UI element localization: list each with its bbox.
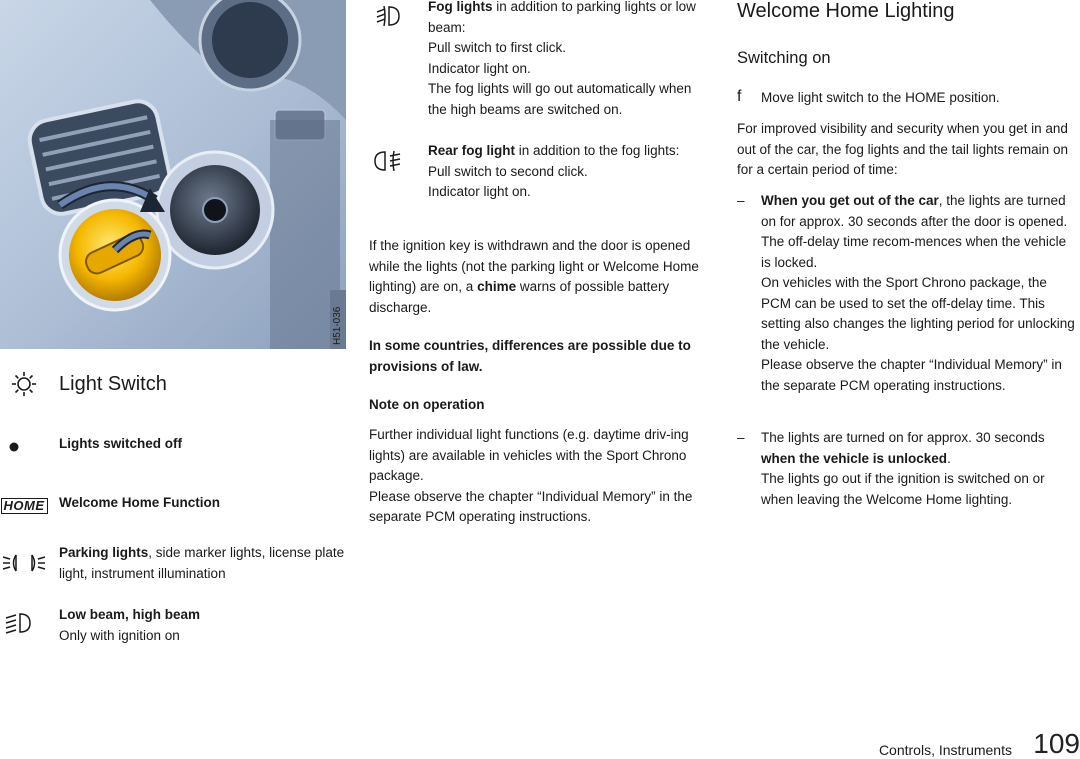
fog-lights-icon [368, 3, 408, 29]
low-beam-icon [0, 610, 42, 636]
bullet-get-out-text: When you get out of the car, the lights are turned on for approx. 30 seconds after the door is opened. The off-delay time recom-mences when the vehicle is locked. On vehicles with the Sport Chrono package, the PCM can be used to set the off-delay time. This setting also changes the lighting period for unlocking the vehicle. Please observe the chapter “Individual Memory” in the separate PCM operating instructions. [761, 193, 1075, 393]
step-text: Move light switch to the HOME position. [761, 90, 1000, 105]
light-switch-title: Light Switch [59, 373, 167, 395]
note-on-operation-text: Further individual light functions (e.g. daytime driv-ing lights) are available in vehicles with the Sport Chrono package. Please observe the chapter “Individual Memory” in the separate PCM operating instructions. [369, 427, 693, 524]
fog-lights-text: Fog lights in addition to parking lights or low beam: Pull switch to first click. Indicator light on. The fog lights will go out automatically when the high beams are switched on. [428, 0, 696, 117]
welcome-home-lighting-heading: Welcome Home Lighting [737, 0, 955, 22]
note-on-operation-heading: Note on operation [369, 397, 485, 412]
parking-lights-icon [0, 550, 48, 576]
legal-differences-note: In some countries, differences are possible due to provisions of law. [369, 338, 691, 374]
step-marker: f [737, 88, 742, 105]
off-dot-icon [0, 437, 38, 457]
welcome-home-intro: For improved visibility and security when you get in and out of the car, the fog lights and the tail lights remain on for a certain period of time: [737, 121, 1068, 177]
dashboard-illustration [0, 0, 346, 349]
light-switch-photo [0, 0, 346, 349]
bullet-dash-1: – [737, 193, 745, 208]
section-label: Controls, Instruments [878, 742, 1012, 758]
welcome-home-function-label: Welcome Home Function [59, 495, 221, 510]
rear-fog-light-icon [368, 148, 408, 174]
bullet-unlock-text: The lights are turned on for approx. 30 seconds when the vehicle is unlocked. The lights go out if the ignition is switched on or when leaving the Welcome Home lighting. [761, 430, 1045, 507]
home-icon: HOME [0, 496, 48, 516]
chime-warning-paragraph: If the ignition key is withdrawn and the door is opened while the lights (not the parking light or Welcome Home lighting) are on, a chime warns of possible battery discharge. [369, 238, 699, 315]
bullet-dash-2: – [737, 430, 745, 445]
switching-on-subheading: Switching on [737, 49, 831, 67]
photo-label: H51-036 [332, 306, 343, 345]
low-beam-text: Low beam, high beam Only with ignition on [59, 607, 201, 643]
parking-lights-text: Parking lights, side marker lights, license plate light, instrument illumination [59, 545, 345, 581]
page-number: 109 [1033, 728, 1080, 759]
rear-fog-light-text: Rear fog light in addition to the fog lights: Pull switch to second click. Indicator light on. [428, 143, 680, 199]
lights-off-label: Lights switched off [59, 436, 182, 451]
light-switch-icon [0, 372, 48, 396]
